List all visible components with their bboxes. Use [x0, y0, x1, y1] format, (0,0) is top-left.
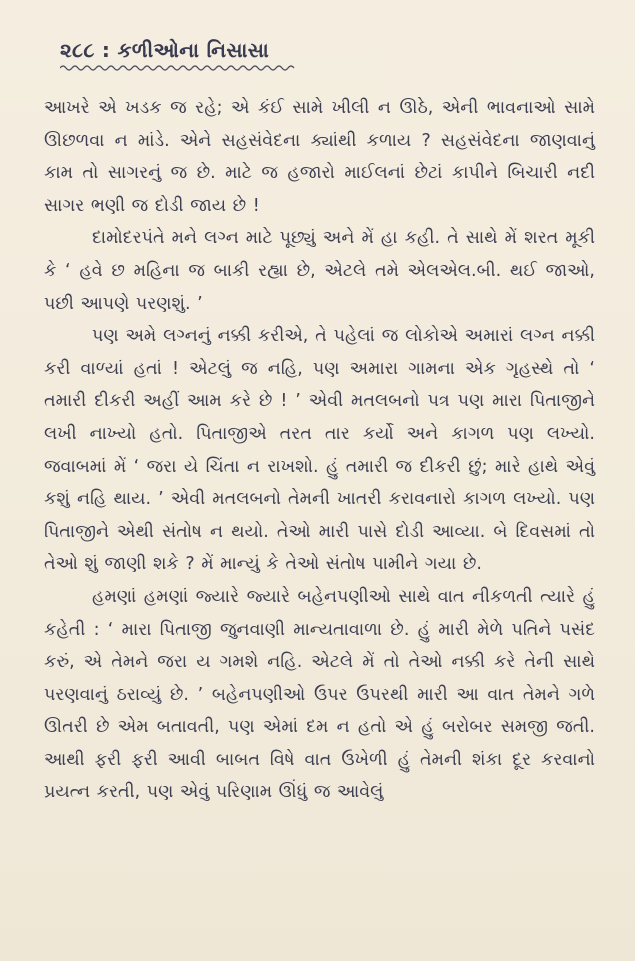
- running-head: ૨૮૮ : કળીઓના નિસાસા: [60, 38, 270, 62]
- paragraph-2: દામોદરપંતે મને લગ્ન માટે પૂછ્યું અને મેં હા કહી. તે સાથે મેં શરત મૂકી કે ‘ હવે છ મહિના જ બાકી રહ્યા છે, એટલે તમે એલએલ.બી. થઈ જાઓ, પછી આપણે પરણશું. ’: [44, 228, 595, 314]
- decorative-wavy-rule: [60, 64, 295, 72]
- paragraph-3: પણ અમે લગ્નનું નક્કી કરીએ, તે પહેલાં જ લોકોએ અમારાં લગ્ન નક્કી કરી વાળ્યાં હતાં ! એટલું જ નહિ, પણ અમારા ગામના એક ગૃહસ્થે તો ‘ તમારી દીકરી અહીં આમ કરે છે ! ’ એવી મતલબનો પત્ર પણ મારા પિતાજીને લખી નાખ્યો હતો. પિતાજીએ તરત તાર કર્યો અને કાગળ પણ લખ્યો. જવાબમાં મેં ‘ જરા યે ચિંતા ન રાખશો. હું તમારી જ દીકરી છું; મારે હાથે એવું કશું નહિ થાય. ’ એવી મતલબનો તેમની ખાતરી કરાવનારો કાગળ લખ્યો. પણ પિતાજીને એથી સંતોષ ન થયો. તેઓ મારી પાસે દોડી આવ્યા. બે દિવસમાં તો તેઓ શું જાણી શકે ? મેં માન્યું કે તેઓ સંતોષ પામીને ગયા છે.: [44, 326, 595, 575]
- paragraph-1: આખરે એ ખડક જ રહે; એ કંઈ સામે ખીલી ન ઊઠે, એની ભાવનાઓ સામે ઊછળવા ન માંડે. એને સહસંવેદના ક્યાંથી કળાય ? સહસંવેદના જાણવાનું કામ તો સાગરનું જ છે. માટે જ હજારો માઈલનાં છેટાં કાપીને બિચારી નદી સાગર ભણી જ દોડી જાય છે !: [44, 98, 595, 216]
- body-text: [44, 92, 595, 809]
- paragraph-4: હમણાં હમણાં જ્યારે જ્યારે બહેનપણીઓ સાથે વાત નીકળતી ત્યારે હું કહેતી : ‘ મારા પિતાજી જુનવાણી માન્યતાવાળા છે. હું મારી મેળે પતિને પસંદ કરું, એ તેમને જરા ય ગમશે નહિ. એટલે મેં તો તેઓ નક્કી કરે તેની સાથે પરણવાનું ઠરાવ્યું છે. ’ બહેનપણીઓ ઉપર ઉપરથી મારી આ વાત તેમને ગળે ઊતરી છે એમ બતાવતી, પણ એમાં દમ ન હતો એ હું બરોબર સમજી જતી. આથી ફરી ફરી આવી બાબત વિષે વાત ઉખેળી હું તેમની શંકા દૂર કરવાનો પ્રયત્ન કરતી, પણ એવું પરિણામ ઊંધું જ આવેલું: [44, 586, 595, 803]
